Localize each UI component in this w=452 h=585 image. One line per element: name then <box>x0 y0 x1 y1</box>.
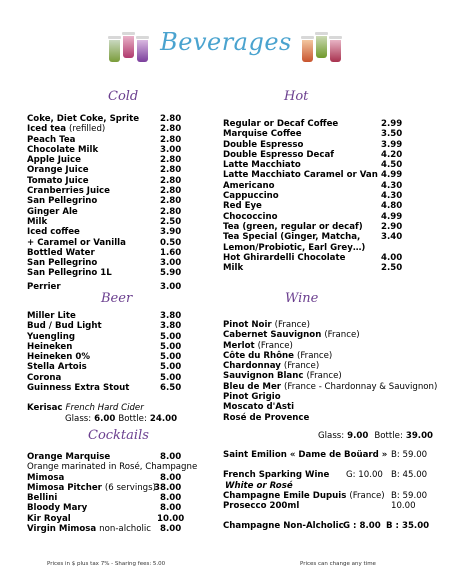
list-item: San Pellegrino 2.80 <box>27 196 182 207</box>
cocktails-heading: Cocktails <box>88 428 149 443</box>
beer-list <box>27 311 187 424</box>
list-item: Apple Juice 2.80 <box>27 155 182 166</box>
list-item: Pinot Grigio <box>223 392 281 403</box>
list-item: Marquise Coffee 3.50 <box>223 129 403 140</box>
list-item: Chardonnay (France) <box>223 361 320 372</box>
list-item: Double Espresso 3.99 <box>223 139 403 150</box>
list-item: Regular or Decaf Coffee 2.99 <box>223 119 403 129</box>
list-item: Iced coffee 3.90 <box>27 227 182 238</box>
list-item: Cranberries Juice 2.80 <box>27 186 182 197</box>
list-item: Milk 2.50 <box>27 216 182 227</box>
hot-heading: Hot <box>284 89 309 104</box>
list-item: Tea (green, regular or decaf) 2.90 <box>223 221 403 232</box>
list-item: Milk 2.50 <box>223 263 403 274</box>
list-item: Lemon/Probiotic, Earl Grey…) <box>223 242 366 253</box>
wine-list <box>223 320 438 423</box>
list-item: Yuengling 5.00 <box>27 331 182 342</box>
list-item: San Pellegrino 3.00 <box>27 258 182 269</box>
list-item: + Caramel or Vanilla 0.50 <box>27 237 182 248</box>
list-item: Hot Ghirardelli Chocolate 4.00 <box>223 252 403 263</box>
cold-list <box>27 114 187 292</box>
cider-item: Kerisac French Hard Cider <box>27 403 144 414</box>
list-item: Pinot Noir (France) <box>223 320 310 330</box>
list-item: Guinness Extra Stout 6.50 <box>27 383 182 394</box>
list-item: Latte Macchiato 4.50 <box>223 160 403 171</box>
list-item: Kir Royal 10.00 <box>27 513 185 524</box>
footer-price-note: Prices in $ plus tax 7% - Sharing fees: 5.00 <box>47 561 166 567</box>
list-item: Chococcino 4.99 <box>223 211 403 222</box>
list-item: Miller Lite 3.80 <box>27 311 182 321</box>
list-item: Rosé de Provence <box>223 412 310 423</box>
hot-list <box>223 119 413 273</box>
list-item: Prosecco 200ml 10.00 <box>223 501 416 512</box>
list-item: Mimosa 8.00 <box>27 472 182 483</box>
list-item: Orange Juice 2.80 <box>27 165 182 176</box>
list-item: Virgin Mimosa non-alcholic 8.00 <box>27 524 182 535</box>
list-item: Sauvignon Blanc (France) <box>223 371 342 382</box>
list-item: Peach Tea 2.80 <box>27 134 182 145</box>
list-item: Americano 4.30 <box>223 180 403 191</box>
list-item: Bleu de Mer (France - Chardonnay & Sauvignon) <box>223 381 438 392</box>
list-item: Stella Artois 5.00 <box>27 362 182 373</box>
list-item: Côte du Rhône (France) <box>223 350 333 361</box>
list-item: Orange Marquise 8.00 <box>27 452 182 462</box>
list-item: Mimosa Pitcher (6 servings) 38.00 <box>27 482 182 493</box>
list-item: Coke, Diet Coke, Sprite 2.80 <box>27 114 182 124</box>
list-item: Heineken 5.00 <box>27 341 182 352</box>
list-item: Double Espresso Decaf 4.20 <box>223 149 403 160</box>
cocktails-list <box>27 452 202 534</box>
list-item: Cappuccino 4.30 <box>223 191 403 202</box>
list-item: Orange marinated in Rosé, Champagne <box>27 462 198 473</box>
list-item: Cabernet Sauvignon (France) <box>223 330 360 341</box>
list-item: Latte Macchiato Caramel or Van 4.99 <box>223 170 403 181</box>
list-item: Bellini 8.00 <box>27 493 182 504</box>
list-item: Heineken 0% 5.00 <box>27 352 182 363</box>
list-item: Bud / Bud Light 3.80 <box>27 321 182 332</box>
list-item: French Sparking Wine G: 10.00 B: 45.00 <box>223 470 428 481</box>
cider-prices: Glass: 6.00 Bottle: 24.00 <box>65 413 178 424</box>
list-item: Iced tea (refilled) 2.80 <box>27 124 182 135</box>
list-item: Saint Emilion « Dame de Boüard » B: 59.00 <box>223 450 428 460</box>
list-item: Bottled Water 1.60 <box>27 247 182 258</box>
wine-glass-bottle-prices: Glass: 9.00 Bottle: 39.00 <box>318 431 434 441</box>
list-item: Bloody Mary 8.00 <box>27 503 182 514</box>
list-item: Champagne Emile Dupuis (France) B: 59.00 <box>223 490 428 501</box>
list-item: Chocolate Milk 3.00 <box>27 144 182 155</box>
footer-change-note: Prices can change any time <box>300 561 376 567</box>
sparkling-list <box>223 450 433 532</box>
list-item: San Pellegrino 1L 5.90 <box>27 268 182 279</box>
list-item: Perrier 3.00 <box>27 281 182 292</box>
list-item: Red Eye 4.80 <box>223 201 403 212</box>
menu-title: Beverages <box>160 28 292 56</box>
beer-heading: Beer <box>101 291 133 306</box>
list-item: Moscato d'Asti <box>223 402 295 413</box>
list-item: Tea Special (Ginger, Matcha, 3.40 <box>223 232 403 243</box>
list-item: Tomato Juice 2.80 <box>27 175 182 186</box>
list-item: Champagne Non-Alcholic G : 8.00 B : 35.00 <box>223 521 430 532</box>
list-item: White or Rosé <box>225 480 293 491</box>
list-item: Merlot (France) <box>223 340 293 351</box>
cold-heading: Cold <box>108 89 139 104</box>
wine-heading: Wine <box>285 291 319 306</box>
list-item: Ginger Ale 2.80 <box>27 206 182 217</box>
list-item: Corona 5.00 <box>27 372 182 383</box>
